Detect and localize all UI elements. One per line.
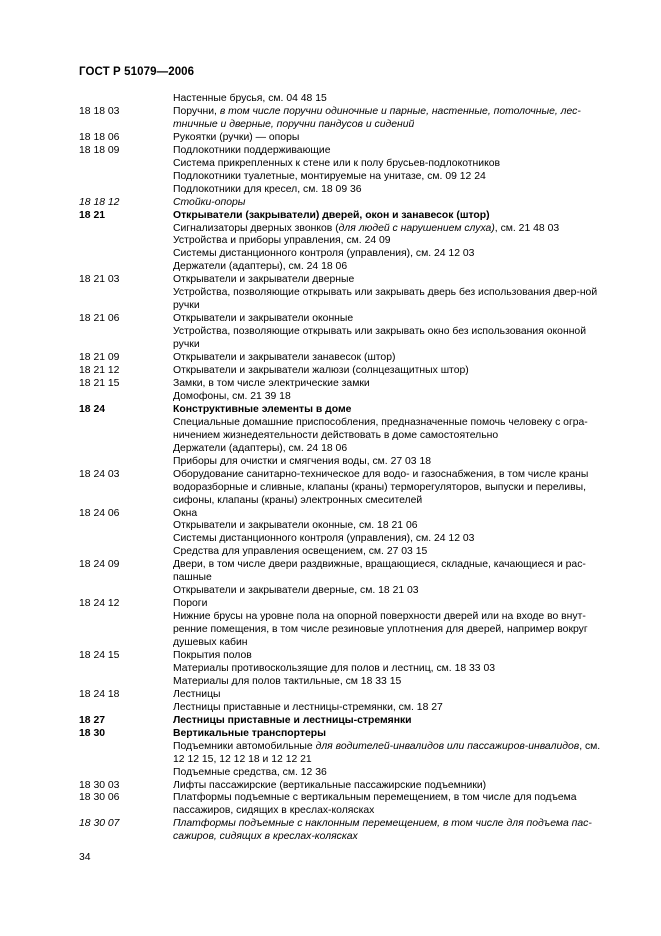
description-line	[173, 145, 613, 158]
page-number: 34	[79, 852, 91, 863]
description-line	[173, 818, 613, 844]
entry-description	[173, 145, 613, 197]
text-segment: Системы дистанционного контроля (управления), см. 24 12 03	[173, 248, 475, 260]
description-line	[173, 171, 613, 184]
text-segment: Домофоны, см. 21 39 18	[173, 390, 291, 402]
list-item	[79, 378, 613, 404]
text-segment: Открыватели и закрыватели жалюзи (солнцезащитных штор)	[173, 365, 469, 377]
entry-code: 18 21 09	[79, 352, 120, 364]
text-segment: Держатели (адаптеры), см. 24 18 06	[173, 261, 348, 273]
entry-code: 18 21 06	[79, 313, 120, 325]
list-item	[79, 728, 613, 780]
description-line	[173, 520, 613, 533]
text-segment: Лестницы	[173, 688, 221, 700]
text-segment: Лифты пассажирские (вертикальные пассажирские подъемники)	[173, 779, 487, 791]
description-line	[173, 650, 613, 663]
description-line	[173, 533, 613, 546]
text-segment: Платформы подъемные с вертикальным перемещением, в том числе для подъема пассажиров, сидящих в креслах-колясках	[173, 792, 577, 817]
text-segment: Конструктивные элементы в доме	[173, 403, 352, 415]
entry-description	[173, 93, 613, 106]
entry-description	[173, 352, 613, 365]
description-line	[173, 235, 613, 248]
text-segment: Двери, в том числе двери раздвижные, вращающиеся, складные, качающиеся и рас-пашные	[173, 559, 586, 584]
description-line	[173, 663, 613, 676]
entry-code: 18 24 18	[79, 688, 120, 700]
entry-code: 18 21 12	[79, 365, 120, 377]
text-segment: Пороги	[173, 598, 208, 610]
description-line	[173, 715, 613, 728]
entry-description	[173, 210, 613, 275]
text-segment: Подлокотники для кресел, см. 18 09 36	[173, 183, 362, 195]
text-segment: Поручни,	[173, 105, 220, 117]
entry-code: 18 18 06	[79, 131, 120, 143]
list-item	[79, 274, 613, 313]
description-line	[173, 261, 613, 274]
entry-code: 18 21 03	[79, 274, 120, 286]
list-item	[79, 106, 613, 132]
text-segment: Вертикальные транспортеры	[173, 727, 326, 739]
entry-description	[173, 365, 613, 378]
description-line	[173, 456, 613, 469]
list-item	[79, 650, 613, 689]
description-line	[173, 158, 613, 171]
description-line	[173, 223, 613, 236]
entry-code: 18 24 12	[79, 598, 120, 610]
description-line	[173, 611, 613, 650]
entry-description	[173, 689, 613, 715]
entry-description	[173, 792, 613, 818]
classification-list	[79, 93, 613, 844]
description-line	[173, 598, 613, 611]
text-segment: Нижние брусы на уровне пола на опорной поверхности дверей или на входе во внут-ренние помещения, в том числе резиновые уплотнения для дверей, например вокруг душевых кабин	[173, 611, 588, 649]
entry-code: 18 30 03	[79, 779, 120, 791]
description-line	[173, 728, 613, 741]
text-segment: Открыватели (закрыватели) дверей, окон и занавесок (штор)	[173, 209, 490, 221]
description-line	[173, 313, 613, 326]
entry-description	[173, 404, 613, 469]
description-line	[173, 287, 613, 313]
text-segment: , см. 12 12 15, 12 12 18 и 12 12 21	[173, 740, 601, 765]
text-segment: Открыватели и закрыватели занавесок (штор)	[173, 352, 396, 364]
text-segment: Лестницы приставные и лестницы-стремянки, см. 18 27	[173, 701, 443, 713]
entry-description	[173, 818, 613, 844]
list-item	[79, 197, 613, 210]
description-line	[173, 404, 613, 417]
entry-code: 18 18 09	[79, 144, 120, 156]
text-segment: Устройства и приборы управления, см. 24 09	[173, 235, 391, 247]
text-segment: Покрытия полов	[173, 649, 252, 661]
list-item	[79, 145, 613, 197]
list-item	[79, 210, 613, 275]
entry-description	[173, 508, 613, 560]
text-segment: Открыватели и закрыватели дверные	[173, 274, 355, 286]
list-item	[79, 715, 613, 728]
description-line	[173, 546, 613, 559]
text-segment: Материалы противоскользящие для полов и лестниц, см. 18 33 03	[173, 662, 496, 674]
list-item	[79, 469, 613, 508]
description-line	[173, 274, 613, 287]
text-segment: Лестницы приставные и лестницы-стремянки	[173, 714, 412, 726]
text-segment: Подъемные средства, см. 12 36	[173, 766, 327, 778]
entry-code: 18 27	[79, 714, 106, 726]
list-item	[79, 792, 613, 818]
text-segment: Устройства, позволяющие открывать или закрывать дверь без использования двер-ной ручки	[173, 287, 598, 312]
text-segment: Открыватели и закрыватели дверные, см. 18 21 03	[173, 585, 419, 597]
text-segment: Держатели (адаптеры), см. 24 18 06	[173, 442, 348, 454]
description-line	[173, 676, 613, 689]
description-line	[173, 326, 613, 352]
text-segment: , см. 21 48 03	[494, 222, 560, 234]
text-segment: Подлокотники поддерживающие	[173, 144, 331, 156]
text-segment: Открыватели и закрыватели оконные, см. 18 21 06	[173, 520, 418, 532]
description-line	[173, 559, 613, 585]
description-line	[173, 508, 613, 521]
list-item	[79, 689, 613, 715]
description-line	[173, 132, 613, 145]
text-segment: Настенные брусья, см. 04 48 15	[173, 93, 327, 104]
document-header: ГОСТ Р 51079—2006	[79, 66, 195, 78]
text-segment: Открыватели и закрыватели оконные	[173, 313, 354, 325]
entry-description	[173, 650, 613, 689]
entry-code: 18 24 03	[79, 468, 120, 480]
text-segment: для водителей-инвалидов или пассажиров-инвалидов	[315, 740, 580, 752]
list-item	[79, 365, 613, 378]
text-segment: Стойки-опоры	[173, 196, 246, 208]
entry-description	[173, 132, 613, 145]
list-item	[79, 598, 613, 650]
description-line	[173, 767, 613, 780]
description-line	[173, 210, 613, 223]
list-item	[79, 313, 613, 352]
text-segment: Платформы подъемные с наклонным перемещением, в том числе для подъема пас-сажиров, сидящих в креслах-колясках	[173, 818, 592, 843]
text-segment: Окна	[173, 507, 198, 519]
list-item	[79, 132, 613, 145]
description-line	[173, 197, 613, 210]
entry-code: 18 30	[79, 727, 106, 739]
entry-description	[173, 715, 613, 728]
entry-code: 18 30 07	[79, 818, 120, 830]
entry-description	[173, 559, 613, 598]
entry-code: 18 24	[79, 403, 106, 415]
entry-description	[173, 106, 613, 132]
list-item	[79, 780, 613, 793]
entry-code: 18 30 06	[79, 792, 120, 804]
description-line	[173, 585, 613, 598]
text-segment: Системы дистанционного контроля (управления), см. 24 12 03	[173, 533, 475, 545]
text-segment: Специальные домашние приспособления, предназначенные помочь человеку с огра-ничением жизнедеятельности действовать в доме самостоятельно	[173, 416, 588, 441]
description-line	[173, 689, 613, 702]
text-segment: в том числе поручни одиночные и парные, настенные, потолочные, лес-тничные и дверные, поручни пандусов и сидений	[173, 105, 581, 130]
entry-code: 18 18 03	[79, 105, 120, 117]
text-segment: Средства для управления освещением, см. 27 03 15	[173, 546, 428, 558]
text-segment: Сигнализаторы дверных звонков (	[173, 222, 339, 234]
entry-description	[173, 780, 613, 793]
description-line	[173, 106, 613, 132]
description-line	[173, 469, 613, 508]
description-line	[173, 378, 613, 391]
description-line	[173, 792, 613, 818]
description-line	[173, 184, 613, 197]
entry-code: 18 24 09	[79, 559, 120, 571]
text-segment: для людей с нарушением слуха)	[338, 222, 495, 234]
text-segment: Оборудование санитарно-техническое для водо- и газоснабжения, в том числе краны водоразборные и сливные, клапаны (краны) терморегуляторов, выпуски и переливы, сифоны, клапаны (краны) электронных смесителей	[173, 468, 589, 506]
entry-description	[173, 313, 613, 352]
list-item	[79, 818, 613, 844]
entry-description	[173, 728, 613, 780]
text-segment: Рукоятки (ручки) — опоры	[173, 131, 300, 143]
list-item	[79, 559, 613, 598]
description-line	[173, 365, 613, 378]
text-segment: Система прикрепленных к стене или к полу брусьев-подлокотников	[173, 157, 501, 169]
description-line	[173, 391, 613, 404]
text-segment: Подлокотники туалетные, монтируемые на унитазе, см. 09 12 24	[173, 170, 486, 182]
text-segment: Материалы для полов тактильные, см 18 33 15	[173, 675, 402, 687]
description-line	[173, 248, 613, 261]
list-item	[79, 352, 613, 365]
description-line	[173, 741, 613, 767]
list-item	[79, 508, 613, 560]
description-line	[173, 702, 613, 715]
entry-code: 18 24 06	[79, 507, 120, 519]
description-line	[173, 443, 613, 456]
entry-description	[173, 378, 613, 404]
list-item	[79, 404, 613, 469]
description-line	[173, 352, 613, 365]
entry-code: 18 24 15	[79, 649, 120, 661]
description-line	[173, 417, 613, 443]
text-segment: Замки, в том числе электрические замки	[173, 377, 370, 389]
entry-description	[173, 274, 613, 313]
entry-description	[173, 197, 613, 210]
description-line	[173, 780, 613, 793]
entry-description	[173, 598, 613, 650]
list-item	[79, 93, 613, 106]
text-segment: Подъемники автомобильные	[173, 740, 316, 752]
entry-code: 18 18 12	[79, 196, 120, 208]
entry-code: 18 21 15	[79, 377, 120, 389]
entry-description	[173, 469, 613, 508]
text-segment: Приборы для очистки и смягчения воды, см. 27 03 18	[173, 455, 432, 467]
entry-code: 18 21	[79, 209, 106, 221]
text-segment: Устройства, позволяющие открывать или закрывать окно без использования оконной ручки	[173, 326, 587, 351]
description-line	[173, 93, 613, 106]
